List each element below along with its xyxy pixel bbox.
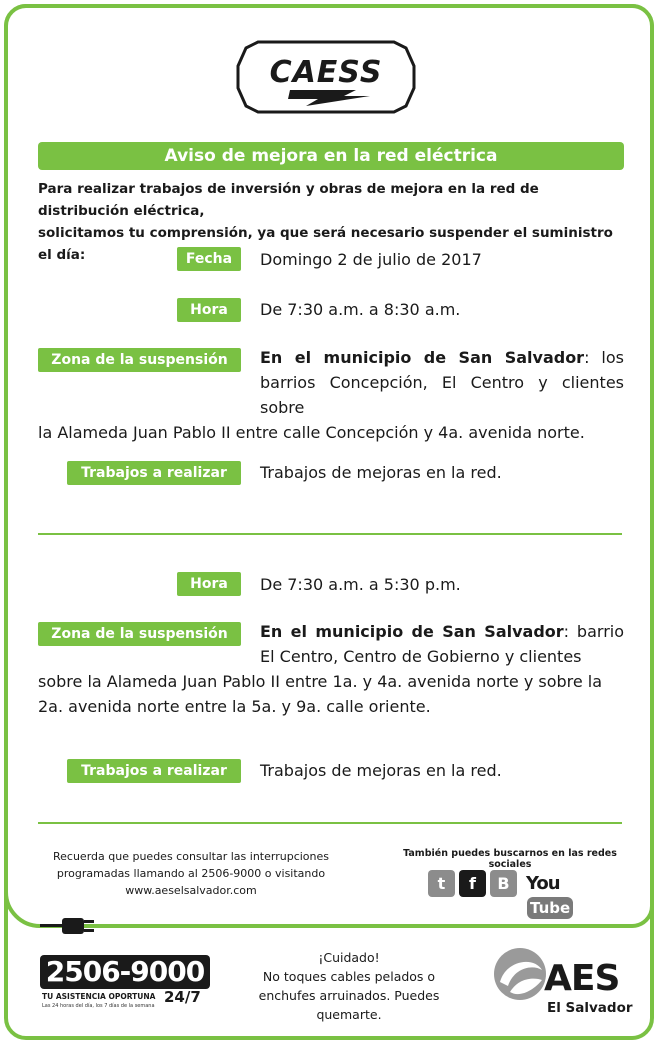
trabajos-label-2: Trabajos a realizar bbox=[67, 759, 241, 783]
zona-rest-2: sobre la Alameda Juan Pablo II entre 1a. y 4a. avenida norte y sobre la 2a. avenida norte entre la 5a. y 9a. calle oriente. bbox=[38, 672, 603, 716]
caess-logo bbox=[236, 40, 416, 114]
zona-first-2 bbox=[260, 619, 624, 669]
phone-number[interactable]: 2506-9000 bbox=[40, 955, 210, 989]
warn-line-4: quemarte. bbox=[316, 1007, 382, 1022]
caess-logo-text: CAESS bbox=[269, 55, 383, 90]
zona-text-2 bbox=[38, 619, 624, 719]
zona-label-2: Zona de la suspensión bbox=[38, 622, 241, 646]
consult-line-2: programadas llamando al 2506-9000 o visitando bbox=[56, 867, 326, 880]
fecha-value: Domingo 2 de julio de 2017 bbox=[260, 250, 482, 269]
website-link[interactable]: www.aeselsalvador.com bbox=[125, 884, 257, 897]
intro-line-2: solicitamos tu comprensión, ya que será necesario suspender el suministro el día: bbox=[38, 225, 613, 263]
youtube-tube: Tube bbox=[527, 897, 573, 919]
warn-line-3: enchufes arruinados. Puedes bbox=[258, 988, 440, 1003]
zona-rest-1: la Alameda Juan Pablo II entre calle Concepción y 4a. avenida norte. bbox=[38, 423, 585, 442]
zona-line1-1: : los barrios Concepción, El Centro y clientes sobre bbox=[260, 348, 624, 417]
phone-247: 24/7 bbox=[164, 988, 201, 1006]
hora-value-2: De 7:30 a.m. a 5:30 p.m. bbox=[260, 575, 461, 594]
facebook-glyph: f bbox=[459, 870, 486, 897]
trabajos-label-1: Trabajos a realizar bbox=[67, 461, 241, 485]
aes-swirl-icon bbox=[492, 946, 548, 1002]
section-divider bbox=[38, 533, 622, 535]
blogger-glyph: B bbox=[490, 870, 517, 897]
intro-line-1: Para realizar trabajos de inversión y obras de mejora en la red de distribución eléctrica, bbox=[38, 181, 539, 219]
hora-label-2: Hora bbox=[177, 572, 241, 596]
plug-icon bbox=[40, 914, 96, 938]
hora-value-1: De 7:30 a.m. a 8:30 a.m. bbox=[260, 300, 461, 319]
notice-title-banner: Aviso de mejora en la red eléctrica bbox=[38, 142, 624, 170]
twitter-icon[interactable] bbox=[428, 870, 455, 897]
footer-divider bbox=[38, 822, 622, 824]
zona-label-1: Zona de la suspensión bbox=[38, 348, 241, 372]
warn-line-2: No toques cables pelados o bbox=[262, 969, 436, 984]
hora-label-1: Hora bbox=[177, 298, 241, 322]
social-title: También puedes buscarnos en las redes sociales bbox=[403, 848, 617, 870]
youtube-you: You bbox=[526, 873, 560, 894]
zona-line1-2: : barrio El Centro, Centro de Gobierno y clientes bbox=[260, 622, 625, 666]
facebook-icon[interactable] bbox=[459, 870, 486, 897]
zona-bold-2: En el municipio de San Salvador bbox=[260, 622, 564, 641]
youtube-icon[interactable] bbox=[526, 870, 592, 917]
warn-line-1: ¡Cuidado! bbox=[318, 950, 380, 965]
blogger-icon[interactable] bbox=[490, 870, 517, 897]
phone-small-text: Las 24 horas del día, los 7 días de la semana bbox=[42, 1003, 155, 1009]
consult-line-1: Recuerda que puedes consultar las interrupciones bbox=[53, 850, 329, 863]
aes-logo-text: AES bbox=[544, 958, 620, 999]
aes-region: El Salvador bbox=[547, 1000, 633, 1016]
consult-info bbox=[38, 848, 344, 899]
twitter-glyph: t bbox=[428, 870, 455, 897]
zona-first-1 bbox=[260, 345, 624, 420]
phone-tagline: TU ASISTENCIA OPORTUNA bbox=[42, 992, 156, 1001]
zona-text-1 bbox=[38, 345, 624, 445]
trabajos-value-2: Trabajos de mejoras en la red. bbox=[260, 761, 502, 780]
safety-warning bbox=[240, 948, 458, 1024]
zona-bold-1: En el municipio de San Salvador bbox=[260, 348, 585, 367]
fecha-label: Fecha bbox=[177, 247, 241, 271]
trabajos-value-1: Trabajos de mejoras en la red. bbox=[260, 463, 502, 482]
